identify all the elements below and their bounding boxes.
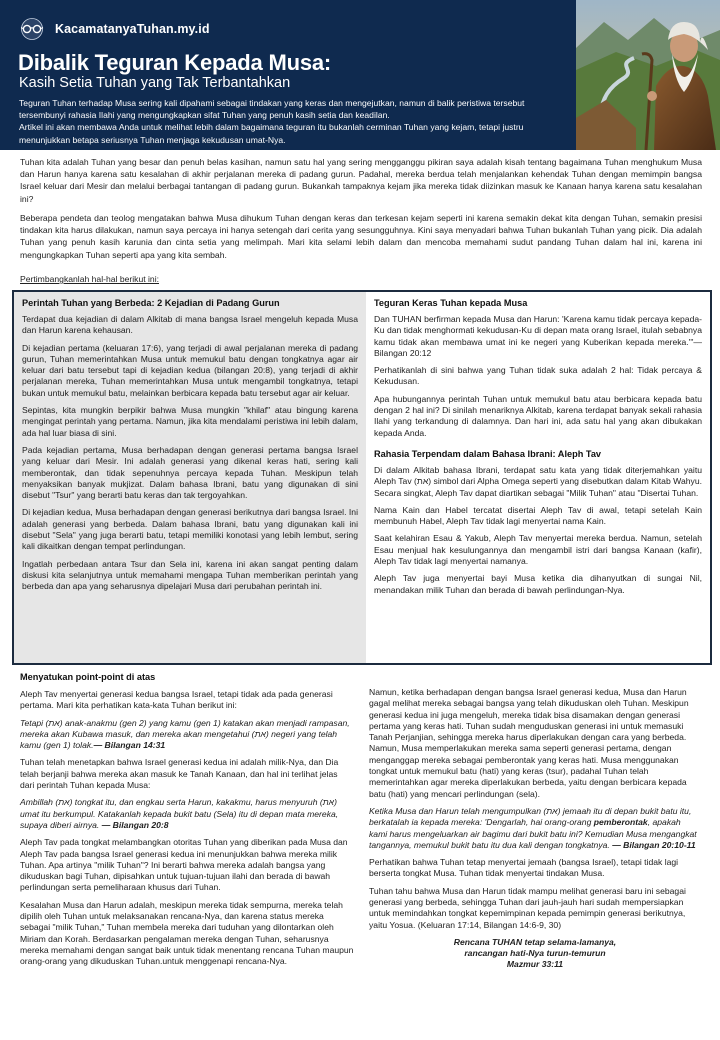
box-paragraph: Aleph Tav juga menyertai bayi Musa ketika dia dihanyutkan di sungai Nil, menandakan milik Tuhan dan berada di bawah perlindungan-Nya.: [374, 573, 702, 595]
highlight-box: [12, 290, 712, 665]
box-paragraph: Terdapat dua kejadian di dalam Alkitab di mana bangsa Israel mengeluh kepada Musa dan Harun karena kehausan.: [22, 314, 358, 336]
summary-paragraph: Kesalahan Musa dan Harun adalah, meskipun mereka tidak sempurna, mereka telah dipilih oleh Tuhan untuk melaksanakan rencana-Nya, dan karena status mereka sebagai "milik Tuhan," Tuhan membela mereka dari tuduhan yang dilontarkan oleh Miriam dan Korah. Berdasarkan pengalaman mereka dengan Tuhan, seharusnya mereka memahami dengan sangat baik untuk tidak menentang rencana Tuhan maupun orang-orang yang dikuduskan Tuhan.untuk menggenapi rencana-Nya.: [20, 899, 354, 967]
intro-paragraph: Teguran Tuhan terhadap Musa sering kali dipahami sebagai tindakan yang keras dan mengejutkan, namun di balik peristiwa tersebut tersembunyi rahasia Ilahi yang mengungkapkan sifat Tuhan yang penuh kasih setia dan keadilan.: [19, 98, 525, 121]
scripture-quote: [20, 797, 354, 831]
box-right-column: [366, 292, 710, 663]
box-paragraph: Di dalam Alkitab bahasa Ibrani, terdapat satu kata yang tidak diterjemahkan yaitu Aleph Tav (את) simbol dari Alpha Omega seperti yang disebutkan dalam Kitab Wahyu. Secara singkat, Aleph Tav dapat diartikan sebagai "Milik Tuhan" atau "Disertai Tuhan.: [374, 464, 702, 498]
scripture-reference: — Bilangan 20:10-11: [612, 839, 696, 850]
summary-paragraph: Aleph Tav menyertai generasi kedua bangsa Israel, tetapi tidak ada pada generasi pertama. Mari kita perhatikan kata-kata Tuhan berikut ini:: [20, 689, 333, 711]
section-heading: Rahasia Terpendam dalam Bahasa Ibrani: Aleph Tav: [374, 448, 602, 459]
box-paragraph: Ingatlah perbedaan antara Tsur dan Sela ini, karena ini akan sangat penting dalam diskusi kita selanjutnya untuk memahami mengapa Tuhan memberikan perintah yang berbeda dan apa yang seharusnya dipelajari Musa dari perubahan perintah ini.: [22, 558, 358, 592]
box-left-column: [14, 292, 366, 663]
box-paragraph: Di kejadian pertama (keluaran 17:6), yang terjadi di awal perjalanan mereka di padang gurun, Tuhan memerintahkan Musa untuk memukul batu dengan tongkatnya agar air keluar dari batu tersebut tapi di kejadian kedua (bilangan 20:8), yang terjadi di akhir perjalanan mereka, Tuhan memerintahkan Musa untuk mengambil tongkatnya, tetapi bukan untuk memukul batu, melainkan berbicara kepada batu tersebut agar air keluar.: [22, 342, 358, 398]
body-paragraph-1: [20, 156, 702, 205]
box-paragraph: Dan TUHAN berfirman kepada Musa dan Harun: 'Karena kamu tidak percaya kepada-Ku dan tidak menghormati kekudusan-Ku di depan mata orang Israel, itulah sebabnya kamu tidak akan membawa umat ini ke negeri yang Kuberikan kepada mereka.'"— Bilangan 20:12: [374, 314, 702, 358]
body-paragraph-2: [20, 212, 702, 261]
intro-text: [19, 97, 559, 146]
closing-line: Rencana TUHAN tetap selama-lamanya,: [453, 936, 617, 947]
consider-label: Pertimbangkanlah hal-hal berikut ini:: [20, 274, 160, 284]
summary-paragraph: Tuhan tahu bahwa Musa dan Harun tidak mampu melihat generasi baru ini sebagai generasi yang berbeda, sehingga Tuhan dari jauh-jauh hari sudah mempersiapkan untuk memindahkan tongkat kepemimpinan kepada pemimpin generasi berikutnya, yaitu Yosua. (Keluaran 17:14, Bilangan 14:6-9, 30): [369, 885, 686, 930]
summary-paragraph: Perhatikan bahwa Tuhan tetap menyertai jemaah (bangsa Israel), tetapi tidak lagi berserta tongkat Musa. Tuhan tidak menyertai tindakan Musa.: [369, 857, 679, 879]
brand-name[interactable]: KacamatanyaTuhan.my.id: [55, 22, 210, 36]
scripture-reference: — Bilangan 14:31: [93, 740, 166, 751]
summary-paragraph: Aleph Tav pada tongkat melambangkan otoritas Tuhan yang diberikan pada Musa dan Aleph Tav pada bangsa Israel generasi kedua ini menunjukkan bahwa mereka milik Tuhan. Apa artinya "milik Tuhan"? Ini berarti bahwa mereka adalah bangsa yang dikuduskan bagi Tuhan, dipisahkan untuk tujuan-tujuan ilahi dan berada di bawah perlindungan serta pemeliharaan khusus dari Tuhan.: [20, 837, 348, 893]
body-text: Tuhan kita adalah Tuhan yang besar dan penuh belas kasihan, namun satu hal yang sering mengganggu pikiran saya adalah kisah tentang bagaimana Tuhan menghukum Musa dan Harun hanya karena satu kesalahan di akhir perjalanan mereka di padang gurun. Padahal, mereka berdua telah menjalankan kehendak Tuhan dengan memimpin bangsa Israel keluar dari Mesir dan melalui berbagai tantangan di padang gurun. Bukankah tampaknya kejam jika mereka tidak diizinkan masuk ke Kanaan hanya karena satu kesalahan ini?: [20, 157, 702, 204]
scripture-reference: — Bilangan 20:8: [101, 819, 169, 830]
summary-left-column: [20, 689, 354, 974]
box-paragraph: Apa hubungannya perintah Tuhan untuk memukul batu atau berbicara kepada batu dengan 2 hal ini? Di sinilah menariknya Alkitab, karena terdapat banyak sekali rahasia Ilahi yang terkandung di dalamnya. Dan hari ini, ada satu hal yang akan dibukakan kepada Anda.: [374, 393, 702, 438]
box-paragraph: Nama Kain dan Habel tercatat disertai Aleph Tav di awal, tetapi setelah Kain membunuh Habel, Aleph Tav tidak lagi menyertai nama Kain.: [374, 504, 702, 527]
section-heading: Perintah Tuhan yang Berbeda: 2 Kejadian di Padang Gurun: [22, 298, 280, 308]
article-header: [0, 0, 720, 150]
body-text: Beberapa pendeta dan teolog mengatakan bahwa Musa dihukum Tuhan dengan keras dan terkesan kejam seperti ini karena semakin dekat kita dengan Tuhan, semakin presisi tindakan kita harus dilakukan, namun saya percaya ini hanya setengah dari cerita yang sesungguhnya. Kini saya menyadari bahwa Tuhan bukanlah Tuhan yang picik. Dia adalah Tuhan yang penuh kasih karunia dan cinta setia yang melimpah. Mari kita selami lebih dalam dan mencoba memahami sudut pandang Tuhan dalam hal ini, karena ini mengungkapkan Tuhan seperti apa yang kita sembah.: [20, 213, 702, 260]
intro-paragraph: Artikel ini akan membawa Anda untuk melihat lebih dalam bagaimana teguran itu bukanlah cerminan Tuhan yang kejam, tetapi justru menunjukkan betapa seriusnya Tuhan menjaga kekudusan umat-Nya.: [19, 122, 524, 145]
prophet-with-staff-illustration: [576, 0, 720, 150]
quote-text: Ketika Musa dan Harun telah mengumpulkan (את) jemaah itu di depan bukit batu itu, berkatalah ia kepada mereka: 'Dengarlah, hai orang-orang: [369, 805, 692, 828]
quote-emphasis: pemberontak: [593, 817, 648, 828]
quote-text: Ambillah (את) tongkat itu, dan engkau serta Harun, kakakmu, harus menyuruh (את) umat itu berkumpul. Katakanlah kepada bukit batu (Sela) itu di depan mata mereka, supaya diberi airnya.: [20, 797, 339, 830]
summary-heading: Menyatukan point-point di atas: [20, 672, 156, 682]
eyeglasses-logo-icon: [16, 18, 48, 40]
page-subtitle: Kasih Setia Tuhan yang Tak Terbantahkan: [19, 75, 291, 91]
closing-line: rancangan hati-Nya turun-temurun: [464, 947, 606, 958]
brand[interactable]: [16, 18, 210, 40]
box-paragraph: Saat kelahiran Esau & Yakub, Aleph Tav menyertai mereka berdua. Namun, setelah Esau menjual hak kesulungannya dan mengambil istri dari bangsa Kanaan (kafir), Aleph Tav tidak lagi menyertai namanya.: [374, 533, 702, 567]
box-paragraph: Perhatikanlah di sini bahwa yang Tuhan tidak suka adalah 2 hal: Tidak percaya & Kekudusan.: [374, 365, 702, 387]
consider-heading: [20, 273, 702, 285]
summary-right-column: [369, 687, 701, 970]
section-heading: Teguran Keras Tuhan kepada Musa: [374, 298, 528, 308]
summary-paragraph: Namun, ketika berhadapan dengan bangsa Israel generasi kedua, Musa dan Harun gagal melihat mereka sebagai bangsa yang telah dikuduskan oleh Tuhan. Meskipun generasi kedua ini juga mengeluh, mereka tidak bisa disamakan dengan generasi pertama yang keras hati. Tuhan sudah menguduskan generasi ini untuk memasuki Tanah Perjanjian, sehingga mereka harus diperlakukan dengan cara yang berbeda. Namun, Musa memperlakukan mereka sama seperti generasi pertama, dengan menganggap mereka sebagai pemberontak yang keras hati. Musa menggunakan tongkat untuk memukul batu (hati) yang keras (tsur), padahal Tuhan telah memerintahkan agar mereka diperlakukan berbeda, yaitu dengan berbicara kepada batu (hati) yang mencari perlindungan (sela).: [369, 687, 689, 799]
closing-reference: Mazmur 33:11: [506, 958, 564, 969]
box-paragraph: Di kejadian kedua, Musa berhadapan dengan generasi berikutnya dari bangsa Israel. Ini adalah generasi yang berbeda. Dalam bahasa Ibrani, batu yang digunakan kali ini disebut "Sela" yang juga berarti batu, tetapi memiliki konotasi yang lebih lembut, sering kali dikaitkan dengan tempat perlindungan.: [22, 507, 358, 552]
page-title: Dibalik Teguran Kepada Musa:: [18, 50, 332, 75]
closing-verse: [369, 937, 701, 970]
box-paragraph: Sepintas, kita mungkin berpikir bahwa Musa mungkin "khilaf" atau bingung karena mengingat perintah yang pertama. Namun, jika kita mendalami peristiwa ini lebih dalam, ada hal luar biasa di sini.: [22, 405, 358, 438]
quote-text: Tetapi (את) anak-anakmu (gen 2) yang kamu (gen 1) katakan akan menjadi rampasan, mereka akan Kubawa masuk, dan mereka akan mengetahui (את) negeri yang telah kamu (gen 1) tolak.: [20, 717, 350, 751]
scripture-quote: [20, 718, 354, 752]
scripture-quote: [369, 806, 701, 851]
quote-text: , apakah kami harus mengeluarkan air bagimu dari bukit batu ini? Kemudian Musa mengangkat tangannya, memukul bukit batu itu dua kali dengan tongkatnya.: [369, 817, 697, 850]
box-paragraph: Pada kejadian pertama, Musa berhadapan dengan generasi pertama bangsa Israel yang keluar dari Mesir. Ini adalah generasi yang dikenal keras hati, sering kali memberontak, dan tidak sepenuhnya percaya kepada Tuhan. Meskipun telah menyaksikan banyak mukjizat. Dalam bahasa Ibrani, batu yang digunakan di sini disebut "Tsur" yang berarti batu keras dan tak tergoyahkan.: [22, 444, 358, 501]
summary-paragraph: Tuhan telah menetapkan bahwa Israel generasi kedua ini adalah milik-Nya, dan Dia telah berjanji bahwa mereka akan masuk ke Tanah Kanaan, dan hal ini terlihat jelas dari perintah Tuhan kepada Musa:: [20, 757, 339, 791]
